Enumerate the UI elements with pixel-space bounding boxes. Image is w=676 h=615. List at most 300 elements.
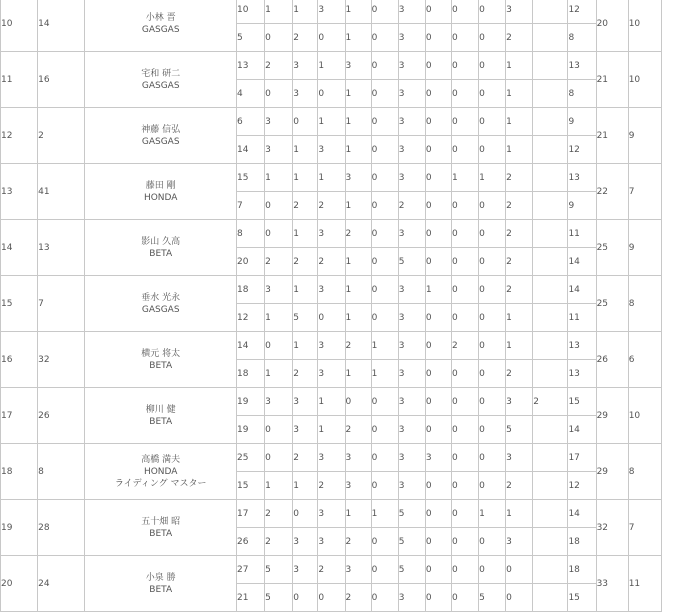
- lap2-score-cell: 2: [293, 360, 318, 388]
- lap2-score-cell: 3: [398, 360, 425, 388]
- lap2-score-cell: 0: [371, 528, 398, 556]
- lap2-score-cell: 11: [568, 304, 596, 332]
- lap2-score-cell: 3: [398, 80, 425, 108]
- lap1-score-cell: 0: [425, 108, 451, 136]
- lap1-score-cell: 1: [265, 164, 293, 192]
- lap2-score-cell: 3: [398, 24, 425, 52]
- total-score-cell: 21: [596, 108, 628, 164]
- lap1-score-cell: 13: [568, 164, 596, 192]
- lap2-score-cell: 0: [451, 472, 478, 500]
- clean-count-cell: 11: [628, 556, 661, 612]
- lap1-score-cell: [533, 332, 568, 360]
- rider-number-cell: 16: [38, 52, 85, 108]
- total-score-cell: 22: [596, 164, 628, 220]
- total-score-cell: 25: [596, 220, 628, 276]
- lap1-score-cell: 3: [265, 108, 293, 136]
- rank-cell: 19: [1, 500, 38, 556]
- lap2-score-cell: 0: [479, 80, 506, 108]
- rider-number-cell: 32: [38, 332, 85, 388]
- lap1-score-cell: 0: [371, 556, 398, 584]
- lap1-score-cell: 0: [451, 444, 478, 472]
- table-row: [1, 276, 662, 304]
- lap1-score-cell: 0: [371, 388, 398, 416]
- lap1-score-cell: 1: [345, 0, 371, 24]
- lap1-score-cell: 13: [568, 52, 596, 80]
- lap2-score-cell: 9: [568, 192, 596, 220]
- total-score-cell: 29: [596, 388, 628, 444]
- lap1-score-cell: 0: [265, 444, 293, 472]
- lap2-score-cell: 2: [345, 584, 371, 612]
- lap2-score-cell: 4: [237, 80, 265, 108]
- lap1-score-cell: 5: [265, 556, 293, 584]
- lap1-score-cell: 15: [568, 388, 596, 416]
- lap1-score-cell: 3: [318, 276, 345, 304]
- lap1-score-cell: 13: [237, 52, 265, 80]
- lap2-score-cell: 1: [345, 136, 371, 164]
- lap2-score-cell: 0: [371, 472, 398, 500]
- total-score-cell: 26: [596, 332, 628, 388]
- lap1-score-cell: 3: [425, 444, 451, 472]
- lap2-score-cell: 0: [479, 416, 506, 444]
- rider-cell: [85, 332, 237, 388]
- rider-name: 宅和 研二: [141, 68, 181, 79]
- lap2-score-cell: 0: [425, 192, 451, 220]
- rider-number-cell: 2: [38, 108, 85, 164]
- lap2-score-cell: 2: [293, 192, 318, 220]
- rider-name: 垂水 光永: [141, 292, 181, 303]
- lap1-score-cell: 14: [237, 332, 265, 360]
- lap2-score-cell: 1: [345, 192, 371, 220]
- rank-cell: 17: [1, 388, 38, 444]
- lap2-score-cell: 8: [568, 24, 596, 52]
- lap2-score-cell: [533, 80, 568, 108]
- lap2-score-cell: 0: [451, 360, 478, 388]
- clean-count-cell: 10: [628, 52, 661, 108]
- rider-cell: [85, 444, 237, 500]
- rider-number-cell: 41: [38, 164, 85, 220]
- table-row: [1, 164, 662, 192]
- total-score-cell: 21: [596, 52, 628, 108]
- lap2-score-cell: 0: [479, 360, 506, 388]
- rider-team: BETA: [149, 584, 173, 595]
- lap2-score-cell: 0: [425, 248, 451, 276]
- lap1-score-cell: 25: [237, 444, 265, 472]
- rank-cell: 12: [1, 108, 38, 164]
- lap2-score-cell: 3: [293, 80, 318, 108]
- lap2-score-cell: 1: [318, 416, 345, 444]
- rider-team: HONDA: [143, 192, 178, 203]
- lap1-score-cell: [533, 220, 568, 248]
- lap2-score-cell: 5: [237, 24, 265, 52]
- total-score-cell: 29: [596, 444, 628, 500]
- lap2-score-cell: 2: [506, 360, 533, 388]
- lap1-score-cell: 1: [506, 52, 533, 80]
- table-row: [1, 52, 662, 80]
- rider-cell: [85, 276, 237, 332]
- lap2-score-cell: 15: [237, 472, 265, 500]
- rider-name: 藤田 剛: [145, 180, 176, 191]
- lap2-score-cell: 0: [425, 416, 451, 444]
- lap2-score-cell: [533, 360, 568, 388]
- lap2-score-cell: 0: [425, 472, 451, 500]
- lap1-score-cell: 3: [506, 0, 533, 24]
- lap2-score-cell: 0: [479, 192, 506, 220]
- lap1-score-cell: 1: [506, 332, 533, 360]
- lap1-score-cell: 0: [451, 556, 478, 584]
- lap1-score-cell: 5: [398, 556, 425, 584]
- lap2-score-cell: 1: [265, 472, 293, 500]
- lap1-score-cell: 3: [293, 52, 318, 80]
- lap1-score-cell: 0: [293, 108, 318, 136]
- lap1-score-cell: 1: [345, 500, 371, 528]
- lap1-score-cell: 0: [371, 220, 398, 248]
- lap2-score-cell: 1: [345, 80, 371, 108]
- lap2-score-cell: 2: [265, 528, 293, 556]
- table-row: [1, 332, 662, 360]
- lap1-score-cell: 3: [318, 332, 345, 360]
- lap2-score-cell: 18: [568, 528, 596, 556]
- lap2-score-cell: 3: [398, 136, 425, 164]
- clean-count-cell: 7: [628, 500, 661, 556]
- lap2-score-cell: 0: [479, 24, 506, 52]
- rider-name: 影山 久高: [141, 236, 181, 247]
- lap1-score-cell: 2: [265, 52, 293, 80]
- lap2-score-cell: 3: [398, 304, 425, 332]
- lap1-score-cell: 0: [451, 388, 478, 416]
- lap2-score-cell: 3: [318, 136, 345, 164]
- lap2-score-cell: 3: [318, 360, 345, 388]
- lap2-score-cell: 5: [398, 248, 425, 276]
- clean-count-cell: 10: [628, 388, 661, 444]
- lap2-score-cell: 1: [345, 304, 371, 332]
- rank-cell: 20: [1, 556, 38, 612]
- lap1-score-cell: 3: [398, 52, 425, 80]
- lap2-score-cell: 0: [318, 304, 345, 332]
- table-row: [1, 0, 662, 24]
- lap2-score-cell: 0: [371, 304, 398, 332]
- lap1-score-cell: 2: [451, 332, 478, 360]
- lap1-score-cell: 3: [293, 556, 318, 584]
- lap2-score-cell: 5: [398, 528, 425, 556]
- lap1-score-cell: 14: [568, 500, 596, 528]
- lap1-score-cell: 17: [237, 500, 265, 528]
- lap2-score-cell: 2: [318, 472, 345, 500]
- results-body: [1, 0, 662, 612]
- lap2-score-cell: 3: [398, 584, 425, 612]
- lap1-score-cell: 14: [568, 276, 596, 304]
- lap1-score-cell: 0: [371, 276, 398, 304]
- lap1-score-cell: 0: [371, 164, 398, 192]
- lap1-score-cell: 3: [318, 500, 345, 528]
- lap1-score-cell: 1: [293, 276, 318, 304]
- lap2-score-cell: 0: [371, 416, 398, 444]
- lap1-score-cell: 0: [425, 164, 451, 192]
- lap1-score-cell: 0: [479, 388, 506, 416]
- lap1-score-cell: 0: [479, 276, 506, 304]
- lap1-score-cell: 0: [451, 220, 478, 248]
- lap1-score-cell: 19: [237, 388, 265, 416]
- rider-team: GASGAS: [141, 136, 180, 147]
- lap1-score-cell: 2: [265, 500, 293, 528]
- lap1-score-cell: 0: [371, 52, 398, 80]
- lap2-score-cell: 1: [345, 360, 371, 388]
- lap2-score-cell: 0: [451, 136, 478, 164]
- rider-name: 柳川 健: [145, 404, 176, 415]
- lap1-score-cell: [533, 52, 568, 80]
- lap1-score-cell: 3: [398, 220, 425, 248]
- lap2-score-cell: 1: [506, 136, 533, 164]
- rider-team: HONDA: [143, 466, 178, 477]
- rider-cell: [85, 0, 237, 52]
- lap1-score-cell: 15: [237, 164, 265, 192]
- lap2-score-cell: 0: [451, 24, 478, 52]
- lap2-score-cell: 12: [237, 304, 265, 332]
- lap2-score-cell: 0: [371, 136, 398, 164]
- lap2-score-cell: 7: [237, 192, 265, 220]
- lap2-score-cell: 5: [265, 584, 293, 612]
- lap1-score-cell: 0: [479, 108, 506, 136]
- lap1-score-cell: 0: [479, 332, 506, 360]
- lap2-score-cell: 0: [479, 136, 506, 164]
- lap2-score-cell: 2: [506, 24, 533, 52]
- lap2-score-cell: 1: [371, 360, 398, 388]
- lap2-score-cell: 19: [237, 416, 265, 444]
- lap2-score-cell: 0: [479, 304, 506, 332]
- lap2-score-cell: 5: [293, 304, 318, 332]
- lap1-score-cell: 0: [451, 0, 478, 24]
- lap1-score-cell: 0: [371, 108, 398, 136]
- clean-count-cell: 6: [628, 332, 661, 388]
- lap1-score-cell: 2: [293, 444, 318, 472]
- lap1-score-cell: 1: [293, 332, 318, 360]
- clean-count-cell: 9: [628, 220, 661, 276]
- lap1-score-cell: 3: [398, 164, 425, 192]
- lap1-score-cell: [533, 276, 568, 304]
- lap2-score-cell: 8: [568, 80, 596, 108]
- lap2-score-cell: 13: [568, 360, 596, 388]
- lap1-score-cell: [533, 108, 568, 136]
- rank-cell: 18: [1, 444, 38, 500]
- lap1-score-cell: 0: [425, 388, 451, 416]
- lap2-score-cell: 0: [318, 80, 345, 108]
- lap2-score-cell: 0: [265, 80, 293, 108]
- lap1-score-cell: 1: [425, 276, 451, 304]
- lap2-score-cell: 3: [345, 472, 371, 500]
- lap2-score-cell: 0: [371, 192, 398, 220]
- lap1-score-cell: 0: [479, 52, 506, 80]
- clean-count-cell: 8: [628, 444, 661, 500]
- lap1-score-cell: 1: [345, 276, 371, 304]
- lap2-score-cell: 0: [425, 136, 451, 164]
- rider-cell: [85, 220, 237, 276]
- rank-cell: 16: [1, 332, 38, 388]
- lap2-score-cell: [533, 304, 568, 332]
- lap2-score-cell: 0: [318, 24, 345, 52]
- lap1-score-cell: 3: [398, 0, 425, 24]
- rider-number-cell: 26: [38, 388, 85, 444]
- rider-number-cell: 8: [38, 444, 85, 500]
- rider-number-cell: 24: [38, 556, 85, 612]
- rider-team: BETA: [149, 248, 173, 259]
- lap1-score-cell: 0: [425, 556, 451, 584]
- lap2-score-cell: 0: [265, 416, 293, 444]
- lap2-score-cell: 3: [293, 416, 318, 444]
- lap2-score-cell: 0: [425, 360, 451, 388]
- lap2-score-cell: 0: [479, 248, 506, 276]
- lap2-score-cell: 0: [425, 24, 451, 52]
- rider-name: 小泉 勝: [145, 572, 176, 583]
- rider-number-cell: 13: [38, 220, 85, 276]
- lap1-score-cell: 1: [371, 332, 398, 360]
- rider-team: BETA: [149, 528, 173, 539]
- rider-number-cell: 14: [38, 0, 85, 52]
- lap1-score-cell: 3: [318, 220, 345, 248]
- lap2-score-cell: 15: [568, 584, 596, 612]
- rider-cell: [85, 388, 237, 444]
- lap2-score-cell: 2: [265, 248, 293, 276]
- lap1-score-cell: 3: [265, 388, 293, 416]
- lap1-score-cell: 3: [398, 444, 425, 472]
- lap1-score-cell: 0: [425, 52, 451, 80]
- rank-cell: 15: [1, 276, 38, 332]
- lap2-score-cell: 0: [265, 24, 293, 52]
- lap2-score-cell: [533, 248, 568, 276]
- rider-number-cell: 7: [38, 276, 85, 332]
- lap1-score-cell: 3: [345, 556, 371, 584]
- lap1-score-cell: 3: [318, 444, 345, 472]
- rider-cell: [85, 500, 237, 556]
- lap1-score-cell: 0: [425, 0, 451, 24]
- rider-cell: [85, 108, 237, 164]
- lap2-score-cell: 0: [451, 80, 478, 108]
- rider-number-cell: 28: [38, 500, 85, 556]
- rider-cell: [85, 52, 237, 108]
- lap2-score-cell: 12: [568, 472, 596, 500]
- rider-team: GASGAS: [141, 304, 180, 315]
- rank-cell: 14: [1, 220, 38, 276]
- lap2-score-cell: 5: [506, 416, 533, 444]
- rider-team: GASGAS: [141, 80, 180, 91]
- lap2-score-cell: 3: [318, 528, 345, 556]
- lap1-score-cell: 0: [265, 220, 293, 248]
- lap2-score-cell: 0: [371, 248, 398, 276]
- lap2-score-cell: 2: [293, 248, 318, 276]
- lap1-score-cell: 2: [318, 556, 345, 584]
- lap1-score-cell: 9: [568, 108, 596, 136]
- lap2-score-cell: 20: [237, 248, 265, 276]
- rider-cell: [85, 164, 237, 220]
- lap1-score-cell: 3: [398, 276, 425, 304]
- lap1-score-cell: 0: [425, 500, 451, 528]
- lap2-score-cell: 3: [265, 136, 293, 164]
- lap1-score-cell: 6: [237, 108, 265, 136]
- lap1-score-cell: 3: [293, 388, 318, 416]
- lap1-score-cell: [533, 556, 568, 584]
- lap1-score-cell: 1: [479, 164, 506, 192]
- lap1-score-cell: 0: [451, 52, 478, 80]
- lap2-score-cell: [533, 528, 568, 556]
- lap2-score-cell: [533, 416, 568, 444]
- lap1-score-cell: 3: [506, 444, 533, 472]
- lap1-score-cell: 1: [293, 0, 318, 24]
- lap1-score-cell: 0: [371, 444, 398, 472]
- lap1-score-cell: 1: [371, 500, 398, 528]
- lap2-score-cell: 0: [479, 472, 506, 500]
- rank-cell: 13: [1, 164, 38, 220]
- lap1-score-cell: 1: [318, 388, 345, 416]
- rider-name: 五十畑 昭: [141, 516, 181, 527]
- rider-name: 小林 晋: [145, 12, 176, 23]
- lap2-score-cell: [533, 24, 568, 52]
- total-score-cell: 32: [596, 500, 628, 556]
- lap1-score-cell: 0: [451, 500, 478, 528]
- lap1-score-cell: 3: [398, 108, 425, 136]
- lap1-score-cell: 1: [506, 108, 533, 136]
- lap2-score-cell: [533, 192, 568, 220]
- lap1-score-cell: 3: [345, 444, 371, 472]
- lap1-score-cell: 1: [265, 0, 293, 24]
- lap2-score-cell: 3: [398, 472, 425, 500]
- lap2-score-cell: 3: [293, 528, 318, 556]
- lap1-score-cell: 18: [237, 276, 265, 304]
- lap2-score-cell: 1: [345, 248, 371, 276]
- lap2-score-cell: 0: [479, 528, 506, 556]
- lap1-score-cell: [533, 444, 568, 472]
- total-score-cell: 25: [596, 276, 628, 332]
- lap1-score-cell: 3: [398, 388, 425, 416]
- lap1-score-cell: 0: [345, 388, 371, 416]
- rank-cell: 11: [1, 52, 38, 108]
- lap2-score-cell: 0: [293, 584, 318, 612]
- lap2-score-cell: 0: [425, 304, 451, 332]
- table-row: [1, 556, 662, 584]
- total-score-cell: 33: [596, 556, 628, 612]
- lap2-score-cell: 0: [371, 80, 398, 108]
- table-row: [1, 388, 662, 416]
- lap1-score-cell: [533, 164, 568, 192]
- table-row: [1, 500, 662, 528]
- lap2-score-cell: 5: [479, 584, 506, 612]
- lap1-score-cell: 3: [398, 332, 425, 360]
- lap2-score-cell: 2: [293, 24, 318, 52]
- rider-sponsor: ライディング マスター: [114, 478, 207, 489]
- lap2-score-cell: 1: [265, 304, 293, 332]
- lap1-score-cell: 2: [345, 332, 371, 360]
- lap1-score-cell: 3: [506, 388, 533, 416]
- lap2-score-cell: 0: [371, 584, 398, 612]
- lap1-score-cell: [533, 500, 568, 528]
- lap1-score-cell: 0: [479, 444, 506, 472]
- lap2-score-cell: 18: [237, 360, 265, 388]
- lap1-score-cell: 17: [568, 444, 596, 472]
- lap1-score-cell: 2: [506, 276, 533, 304]
- lap1-score-cell: 1: [318, 52, 345, 80]
- lap1-score-cell: 18: [568, 556, 596, 584]
- lap1-score-cell: 3: [345, 164, 371, 192]
- lap1-score-cell: 8: [237, 220, 265, 248]
- lap1-score-cell: 11: [568, 220, 596, 248]
- lap1-score-cell: 13: [568, 332, 596, 360]
- lap1-score-cell: 0: [425, 220, 451, 248]
- lap1-score-cell: 27: [237, 556, 265, 584]
- lap2-score-cell: 2: [506, 248, 533, 276]
- lap1-score-cell: 1: [293, 220, 318, 248]
- lap2-score-cell: 2: [345, 528, 371, 556]
- lap2-score-cell: 14: [568, 248, 596, 276]
- table-row: [1, 220, 662, 248]
- rider-team: BETA: [149, 360, 173, 371]
- lap1-score-cell: 1: [318, 108, 345, 136]
